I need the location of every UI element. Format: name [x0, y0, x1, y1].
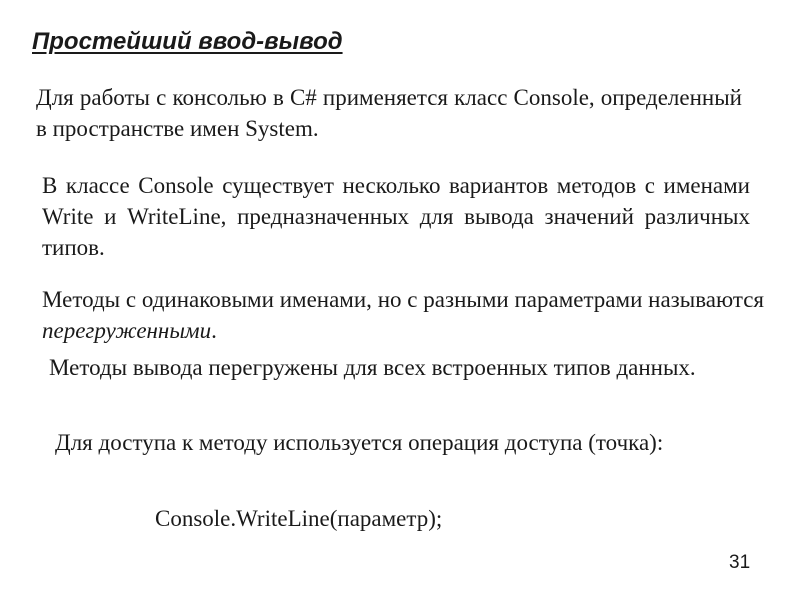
paragraph-dot-operator: Для доступа к методу используется операция доступа (точка): — [55, 430, 664, 455]
overloaded-term: перегруженными — [42, 318, 212, 343]
paragraph-write-methods: В классе Console существует несколько вариантов методов с именами Write и WriteLine, предназначенных для вывода значений различных типов. — [42, 173, 750, 260]
page-number: 31 — [729, 552, 751, 573]
paragraph-overloaded-methods — [42, 284, 764, 346]
paragraph-output-overloads: Методы вывода перегружены для всех встроенных типов данных. — [49, 355, 696, 380]
slide-title: Простейший ввод-вывод — [32, 28, 343, 55]
paragraph-console-class: Для работы с консолью в C# применяется класс Console, определенный в пространстве имен System. — [36, 85, 742, 141]
paragraph-overloaded-end: . — [211, 318, 217, 343]
code-example: Console.WriteLine(параметр); — [155, 506, 443, 531]
paragraph-overloaded-text: Методы с одинаковыми именами, но с разными параметрами называются — [42, 287, 764, 312]
